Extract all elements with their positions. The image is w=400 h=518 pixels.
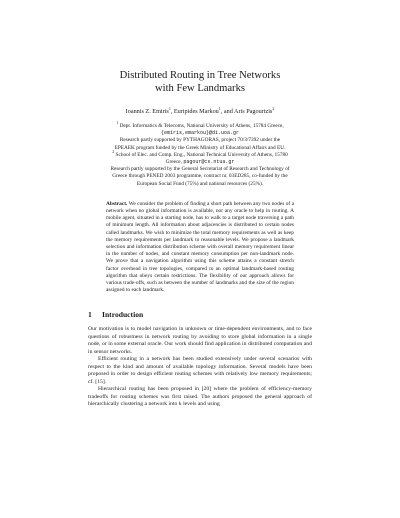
funding-note-2 xyxy=(88,166,312,188)
funding-line: Research partly supported by the General Secretariat of Research and Technology of xyxy=(110,166,290,173)
body-paragraph: Efficient routing in a network has been studied extensively under several scenarios with respect to the kind and amount of available topology information. Several models have been proposed in order to design efficient routing schemes with relatively low memory requirements; cf. [15]. xyxy=(88,356,312,385)
author-list xyxy=(88,105,312,116)
section-heading xyxy=(88,310,312,320)
section-body xyxy=(88,326,312,409)
affiliation-text: School of Elec. and Comp. Eng., National Technical University of Athens, 15780 xyxy=(115,151,288,158)
section-title: Introduction xyxy=(102,310,144,320)
author-affil-mark: 2 xyxy=(272,105,275,111)
affiliation-email: {emiris,emarkou}@di.uoa.gr xyxy=(160,130,239,137)
title-line-2: with Few Landmarks xyxy=(154,83,246,94)
abstract-label: Abstract. xyxy=(106,200,128,207)
abstract-text: We consider the problem of finding a short path between any two nodes of a network when no global information is available, nor any oracle to help in routing. A mobile agent, situated in a starting node, has to walk to a target node traversing a path of minimum length. All information about adjacencies is distributed to certain nodes called landmarks. We wish to minimize the total memory requirements as well as keep the memory requirements per landmark to reasonable levels. We propose a landmark selection and information distribution scheme with overall memory requirement linear in the number of nodes, and constant memory consumption per non-landmark node. We prove that a navigation algorithm using this scheme attains a constant stretch factor overhead in tree topologies, compared to an optimal landmark-based routing algorithm that obeys certain restrictions. The flexibility of our approach allows for various trade-offs, such as between the number of landmarks and the size of the region assigned to each landmark. xyxy=(106,200,294,294)
funding-line: Research partly supported by PYTHAGORAS, project 70/3/7392 under the xyxy=(119,137,281,144)
author-name: Ioannis Z. Emiris xyxy=(125,108,169,115)
affiliation-mark: 1 xyxy=(116,120,119,126)
title-line-1: Distributed Routing in Tree Networks xyxy=(119,70,281,81)
author-affil-mark: 1 xyxy=(168,105,171,111)
author-affil-mark: 1 xyxy=(218,105,221,111)
funding-line: Greece through PENED 2003 programme, contract nr. 03ED285, co-funded by the xyxy=(112,173,288,180)
author-name: Euripides Markou xyxy=(173,108,219,115)
affiliations xyxy=(88,120,312,188)
affiliation-2 xyxy=(88,149,312,166)
body-paragraph: Our motivation is to model navigation in unknown or time-dependent environments, and to face questions of robustness in network routing by avoiding to store global information in a single node, or in some external oracle. Our work should find application in distributed computation and in sensor networks. xyxy=(88,326,312,355)
abstract xyxy=(106,201,294,295)
affiliation-mark: 2 xyxy=(112,149,115,155)
author-separator: , and xyxy=(220,108,234,115)
affiliation-1 xyxy=(88,120,312,137)
funding-line: European Social Fund (75%) and national resources (25%). xyxy=(136,180,264,187)
affiliation-email: pagour@cs.ntua.gr xyxy=(183,159,235,166)
funding-note-1 xyxy=(88,137,312,151)
author-name: Aris Pagourtzis xyxy=(234,108,273,115)
affiliation-text: Greece, xyxy=(165,159,182,166)
paper-title xyxy=(88,0,312,95)
section-number: 1 xyxy=(88,310,92,320)
body-paragraph: Hierarchical routing has been proposed in [20] where the problem of efficiency-memory tradeoffs for routing schemes was first raised. The authors proposed the general approach of hierarchically clustering a network into k levels and using xyxy=(88,386,312,408)
author-separator: , xyxy=(170,108,174,115)
funding-line: EPEAEK program funded by the Greek Ministry of Educational Affairs and EU. xyxy=(114,144,286,151)
affiliation-text: Dept. Informatics & Telecoms, National University of Athens, 15784 Greece, xyxy=(119,123,284,129)
